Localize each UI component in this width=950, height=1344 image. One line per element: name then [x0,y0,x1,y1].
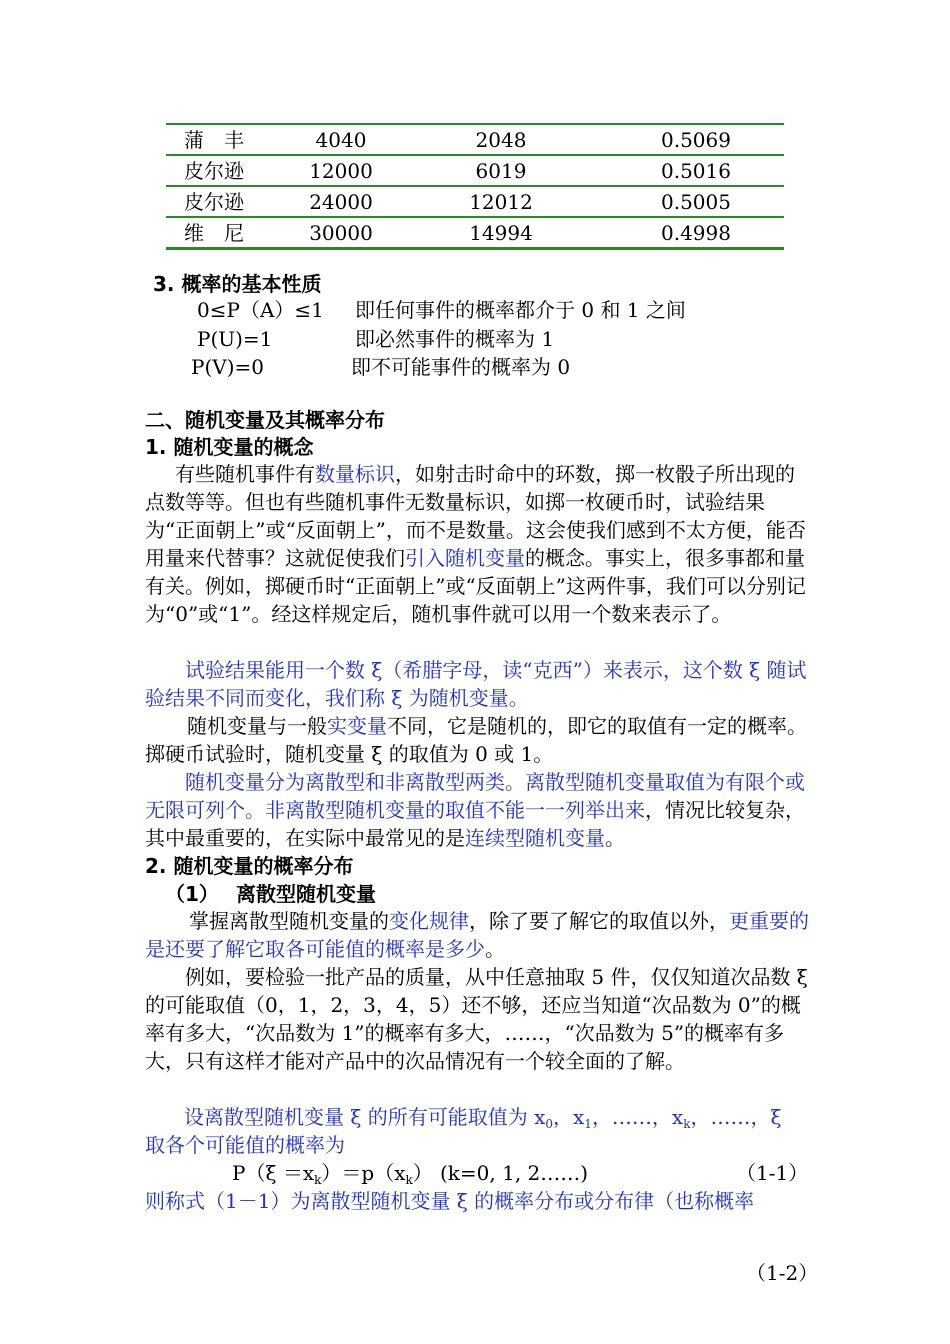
highlight-text: 数量标识 [315,462,395,486]
text-run: ，如射击时命中的环数，掷一枚骰子所出现的点数等等。但也有些随机事件无数量标识，如掷一枚硬币时，试验结果为“正面朝上”或“反面朝上”，而不是数量。这会使我们感到不太方便，能否用量来代替事？这就促使我们 [145,462,806,570]
experiment-table [166,123,784,250]
paragraph [145,768,810,852]
section-heading: 3. 概率的基本性质 [153,272,322,296]
highlight-text: 更重要的是还要了解它取各可能值的概率是多少 [145,909,809,961]
table-row [166,123,784,156]
table-cell: 14994 [469,221,533,245]
property-text: 即不可能事件的概率为 0 [351,355,571,379]
subscript: 0 [545,1117,554,1131]
paragraph [145,712,810,768]
text-run: 的概念。事实上，很多事都和量有关。例如，掷硬币时“正面朝上”或“反面朝上”这两件事，我们可以分别记为“0”或“1”。经这样规定后，随机事件就可以用一个数来表示了。 [145,546,806,626]
text-run: 有些随机事件有 [175,462,315,486]
table-cell: 30000 [309,221,373,245]
table-row [166,156,784,187]
paragraph [145,460,810,628]
definition-line: 则称式（1－1）为离散型随机变量 ξ 的概率分布或分布律（也称概率 [145,1189,755,1213]
highlight-text: 引入随机变量 [405,546,525,570]
text-run: 设离散型随机变量 ξ 的所有可能取值为 x [184,1105,546,1129]
property-formula: 0≤P（A）≤1 [197,298,324,322]
subscript: k [683,1117,691,1131]
table-cell: 皮尔逊 [184,159,244,183]
text-run: ）＝p（x [321,1161,406,1185]
table-cell: 24000 [309,190,373,214]
property-formula: P(V)=0 [191,355,264,379]
property-formula: P(U)=1 [197,327,273,351]
definition-paragraph: 试验结果能用一个数 ξ（希腊字母，读“克西”）来表示，这个数 ξ 随试验结果不同而变化，我们称 ξ 为随机变量。 [145,658,807,710]
subscript: k [314,1173,322,1187]
section-heading: 2. 随机变量的概率分布 [145,854,354,878]
subscript: 1 [584,1117,592,1131]
text-run: 。 [605,826,625,850]
text-run: 随机变量与一般 [187,714,327,738]
property-text: 即任何事件的概率都介于 0 和 1 之间 [355,298,686,322]
table-cell: 12000 [309,159,373,183]
text-run: ，……，ξ [690,1105,782,1129]
text-run: 掌握离散型随机变量的 [189,909,389,933]
text-run: ，情况比较复杂，其中最重要的，在实际中最常见的是 [145,798,805,850]
table-cell: 0.5016 [661,159,731,183]
table-cell: 0.5069 [661,128,731,152]
text-run: 不同，它是随机的，即它的取值有一定的概率。掷硬币试验时，随机变量 ξ 的取值为 0 或 1。 [145,714,807,766]
text-run: P（ξ ＝x [232,1161,315,1185]
highlight-text: 随机变量分为离散型和非离散型两类。离散型随机变量取值为有限个或无限可列个。非离散型随机变量的取值不能一一列举出来 [145,770,805,822]
paragraph [145,907,810,963]
subsection-number: （1） [165,882,219,906]
subscript: k [405,1173,413,1187]
table-cell: 0.4998 [661,221,731,245]
highlight-text: 变化规律 [389,909,469,933]
table-row [166,218,784,250]
table-cell: 皮尔逊 [184,190,244,214]
text-run: ，除了要了解它的取值以外， [469,909,729,933]
table-cell: 0.5005 [661,190,731,214]
paragraph: 例如，要检验一批产品的质量，从中任意抽取 5 件，仅仅知道次品数 ξ 的可能取值（0，1，2，3，4，5）还不够，还应当知道“次品数为 0”的概率有多大，“次品数为 1”的概率有多大，……，“次品数为 5”的概率有多大，只有这样才能对产品中的次品情况有一个较全面的了解。 [145,965,808,1073]
formula-range: (k=0, 1, 2……) [440,1161,589,1185]
table-cell: 维 尼 [184,221,244,245]
text-run: ，……，x [591,1105,684,1129]
subsection-heading: 离散型随机变量 [236,882,376,906]
chapter-heading: 二、随机变量及其概率分布 [145,408,385,432]
table-cell: 2048 [475,128,527,152]
table-cell: 6019 [475,159,527,183]
highlight-text: 连续型随机变量 [465,826,605,850]
equation-number: （1-1） [736,1161,809,1185]
table-cell: 4040 [315,128,367,152]
definition-line: 取各个可能值的概率为 [145,1133,345,1157]
text-run: 。 [485,937,505,961]
text-run: ，x [553,1105,585,1129]
page-number: （1-2） [746,1261,819,1285]
table-cell: 12012 [469,190,533,214]
text-run: ） [412,1161,433,1185]
table-row [166,187,784,218]
table-cell: 蒲 丰 [184,128,244,152]
highlight-text: 实变量 [327,714,387,738]
property-text: 即必然事件的概率为 1 [355,327,555,351]
section-heading: 1. 随机变量的概念 [145,435,314,459]
